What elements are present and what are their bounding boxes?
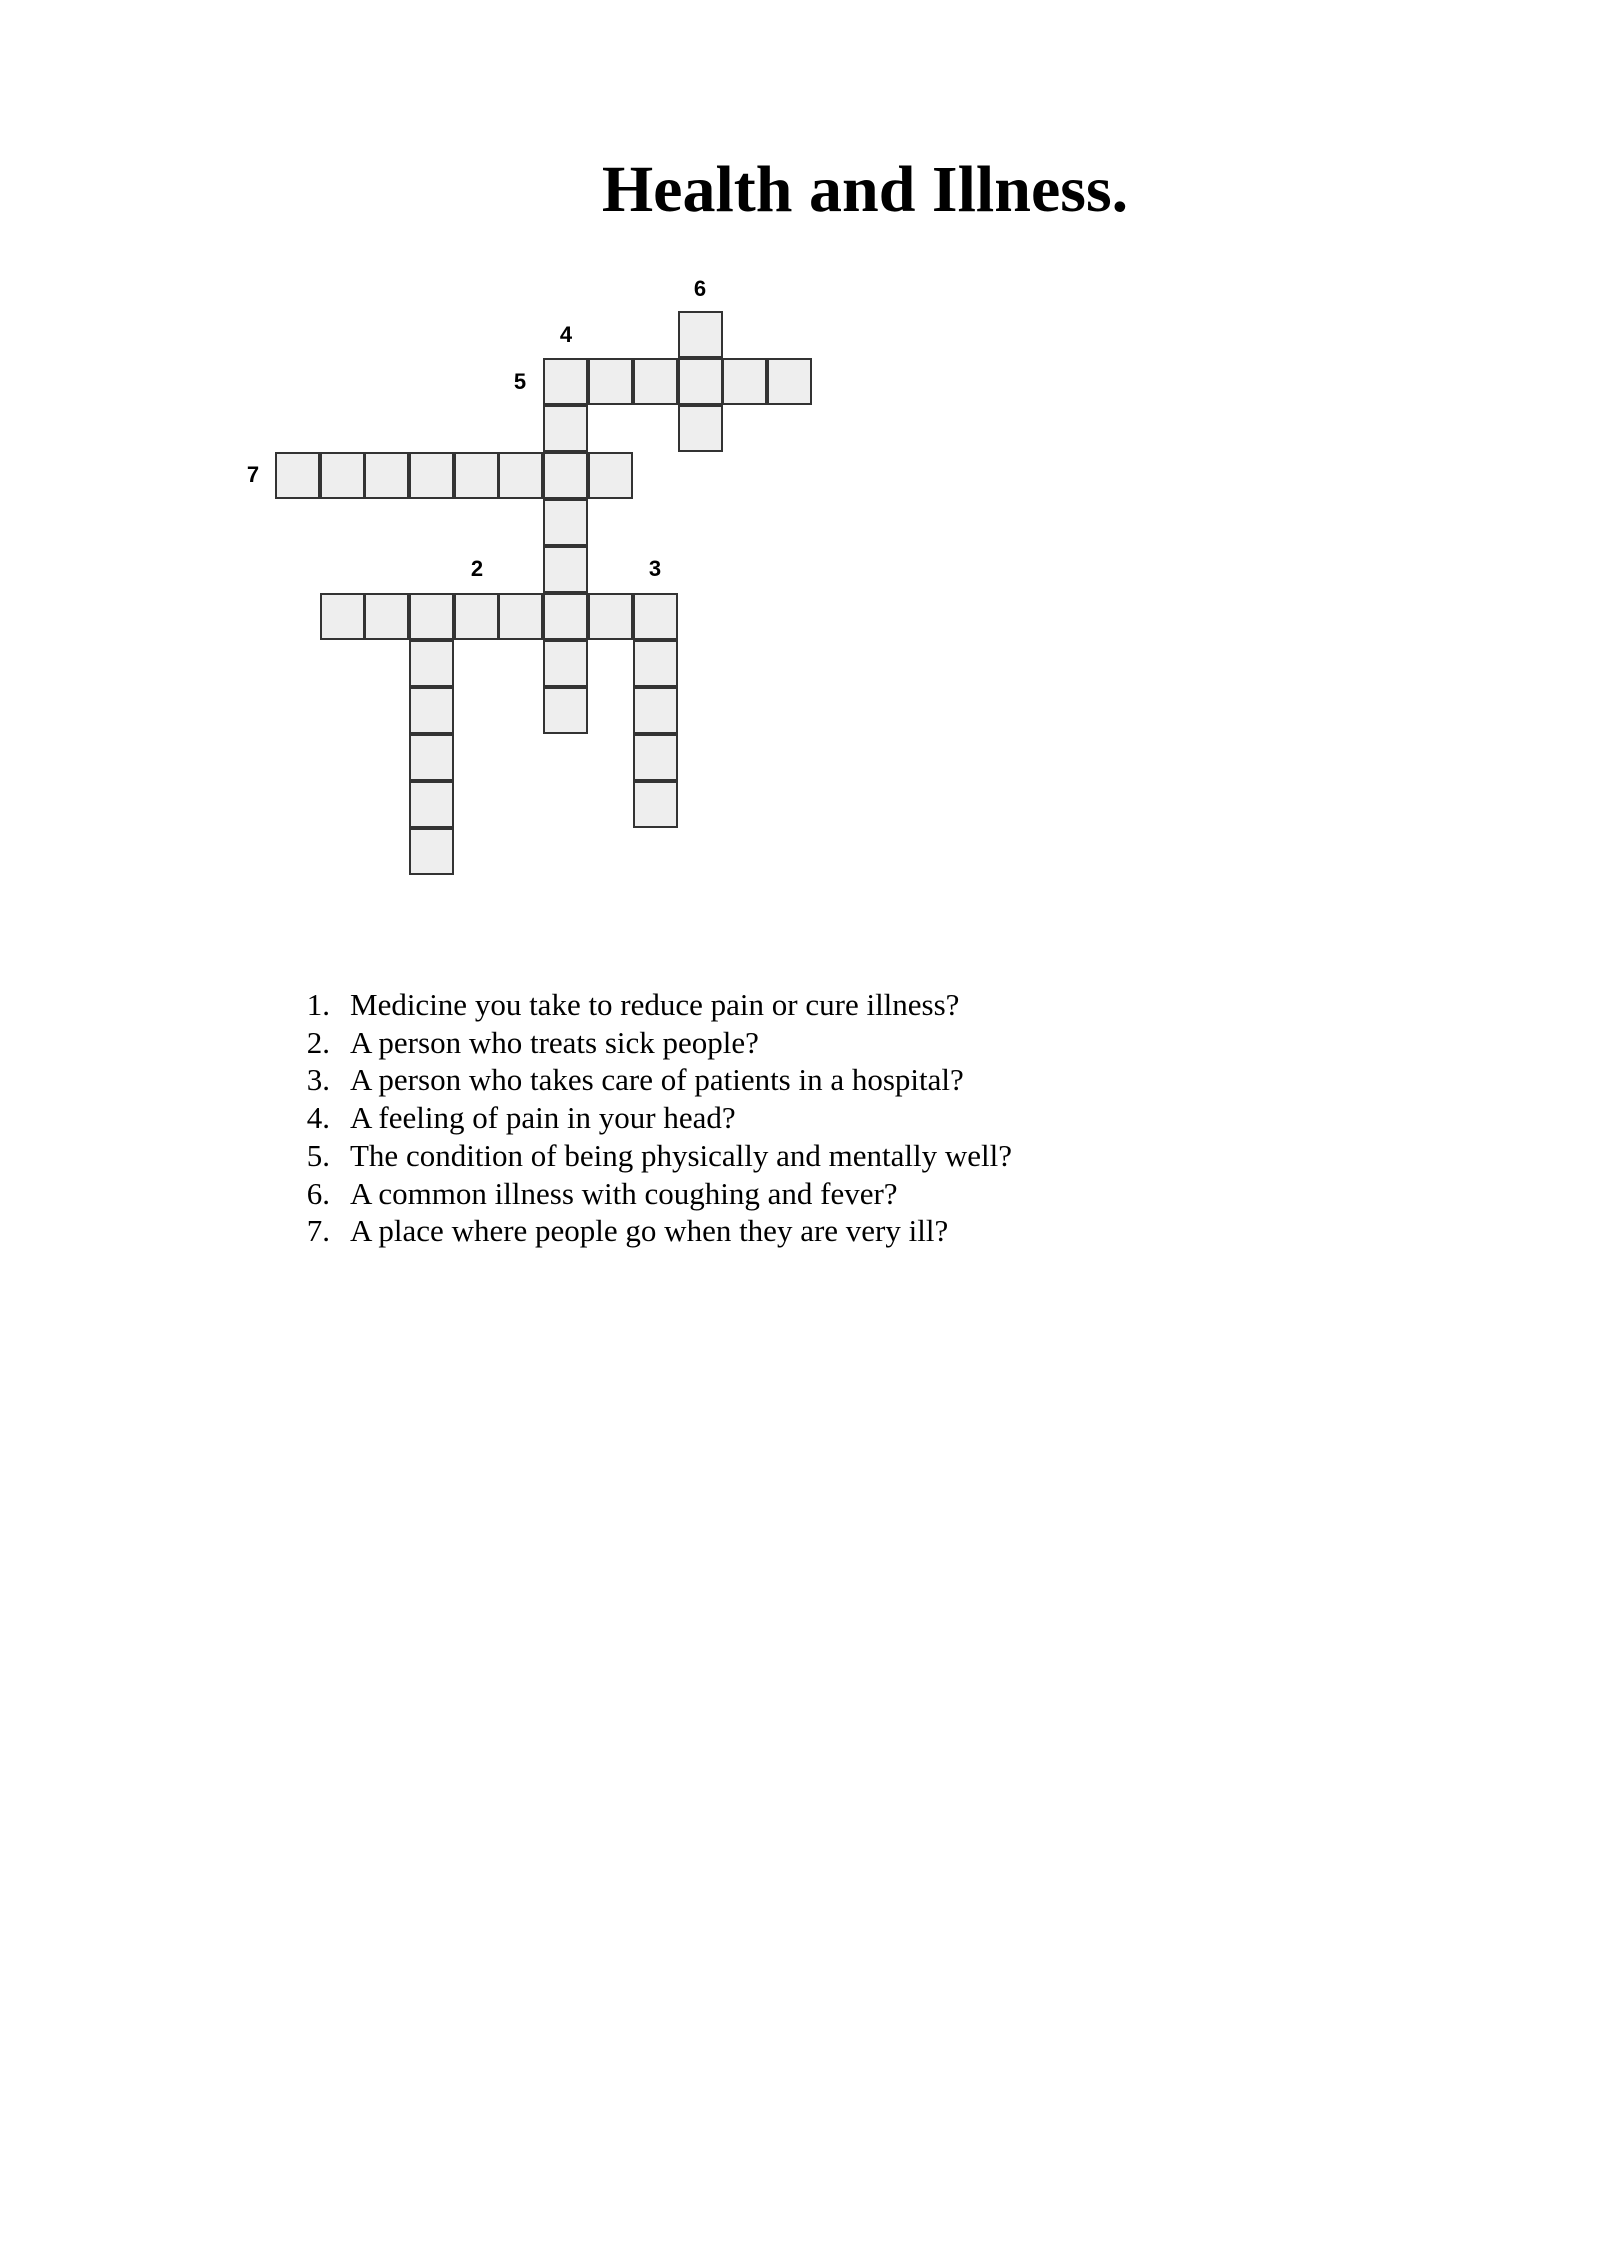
clue-item-text: A feeling of pain in your head?: [350, 1100, 736, 1136]
clue-item: [272, 1212, 1012, 1250]
clue-number-7: 7: [246, 462, 260, 487]
crossword-cell[interactable]: [543, 640, 588, 687]
clue-item-number: 6.: [306, 1175, 330, 1211]
clue-item-text: Medicine you take to reduce pain or cure illness?: [350, 987, 960, 1022]
clue-number-5: 5: [513, 369, 527, 394]
clue-item-number: 5.: [306, 1137, 330, 1173]
crossword-cell[interactable]: [633, 358, 678, 405]
crossword-cell[interactable]: [678, 311, 723, 358]
crossword-cell[interactable]: [633, 593, 678, 640]
crossword-cell[interactable]: [543, 593, 588, 640]
clue-item-number: 1.: [306, 987, 330, 1022]
crossword-cell[interactable]: [543, 499, 588, 546]
crossword-cell[interactable]: [409, 640, 454, 687]
crossword-cell[interactable]: [409, 734, 454, 781]
crossword-cell[interactable]: [633, 640, 678, 687]
crossword-cell[interactable]: [454, 452, 499, 499]
clue-item-number: 7.: [306, 1213, 330, 1249]
clue-item-number: 2.: [306, 1024, 330, 1060]
clue-item-text: A common illness with coughing and fever?: [350, 1175, 898, 1211]
crossword-cell[interactable]: [588, 358, 633, 405]
crossword-cell[interactable]: [543, 546, 588, 593]
clue-item: [272, 986, 1012, 1024]
crossword-cell[interactable]: [409, 781, 454, 828]
crossword-cell[interactable]: [320, 593, 365, 640]
clue-list: [272, 986, 1012, 1250]
clue-number-4: 4: [559, 322, 573, 347]
clue-item: [272, 1175, 1012, 1213]
clue-item-text: A person who takes care of patients in a hospital?: [350, 1062, 964, 1098]
crossword-cell[interactable]: [543, 358, 588, 405]
crossword-cell[interactable]: [409, 593, 454, 640]
clue-item: [272, 1061, 1012, 1099]
clue-item-number: 4.: [306, 1100, 330, 1136]
crossword-cell[interactable]: [543, 687, 588, 734]
crossword-cell[interactable]: [498, 593, 543, 640]
crossword-cell[interactable]: [722, 358, 767, 405]
crossword-cell[interactable]: [588, 593, 633, 640]
crossword-cell[interactable]: [678, 405, 723, 452]
clue-item-text: A place where people go when they are very ill?: [350, 1213, 949, 1249]
page-title: Health and Illness.: [601, 153, 1129, 226]
crossword-cell[interactable]: [498, 452, 543, 499]
clue-item-text: A person who treats sick people?: [350, 1024, 759, 1060]
crossword-cell[interactable]: [767, 358, 812, 405]
crossword-cell[interactable]: [678, 358, 723, 405]
clue-number-2: 2: [470, 556, 484, 581]
crossword-cell[interactable]: [364, 452, 409, 499]
clue-item: [272, 1099, 1012, 1137]
clue-number-3: 3: [648, 556, 662, 581]
crossword-grid: [0, 0, 1600, 900]
crossword-cell[interactable]: [454, 593, 499, 640]
clue-item: [272, 1137, 1012, 1175]
crossword-cell[interactable]: [633, 734, 678, 781]
crossword-cell[interactable]: [364, 593, 409, 640]
clue-number-6: 6: [693, 276, 707, 301]
crossword-cell[interactable]: [543, 405, 588, 452]
crossword-cell[interactable]: [275, 452, 320, 499]
clue-item-text: The condition of being physically and mentally well?: [350, 1137, 1013, 1173]
crossword-cell[interactable]: [543, 452, 588, 499]
crossword-cell[interactable]: [633, 781, 678, 828]
crossword-cell[interactable]: [409, 452, 454, 499]
crossword-cell[interactable]: [633, 687, 678, 734]
clue-item-number: 3.: [306, 1062, 330, 1098]
crossword-cell[interactable]: [409, 828, 454, 875]
crossword-cell[interactable]: [320, 452, 365, 499]
crossword-cell[interactable]: [409, 687, 454, 734]
crossword-cell[interactable]: [588, 452, 633, 499]
clue-item: [272, 1024, 1012, 1062]
